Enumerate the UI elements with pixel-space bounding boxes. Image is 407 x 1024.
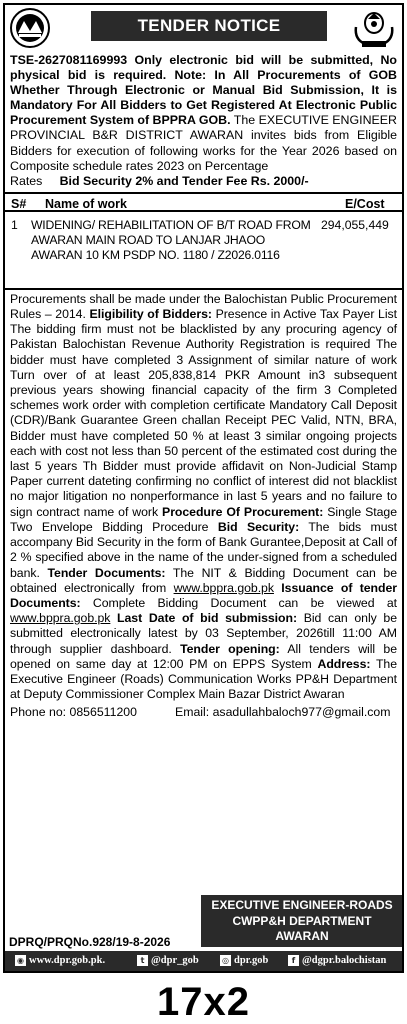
bppra-link-2[interactable]: www.bppra.gob.pk [10,611,111,626]
issuance-label: Issuance of tender Documents: [10,580,397,610]
government-emblem-icon [350,7,398,51]
social-bar [5,951,402,971]
header-sn: S# [11,196,27,211]
bppra-link[interactable]: www.bppra.gob.pk [173,580,274,595]
header-work: Name of work [45,196,127,211]
bid-security-label: Bid Security: [217,519,300,534]
rates-label: Rates [10,173,43,188]
notice-title: TENDER NOTICE [91,11,327,41]
terms-paragraph [5,290,402,702]
dprq-number: DPRQ/PRQNo.928/19-8-2026 [9,935,171,949]
tender-opening-text: All tenders will be opened on same day at 12:00 PM on EPPS System [10,641,397,671]
social-web[interactable] [15,955,105,966]
social-instagram[interactable] [220,955,268,966]
ad-size-label: 17x2 [157,980,250,1024]
procedure-text: Single Stage Two Envelope Bidding Procedure [10,504,397,534]
header-cost: E/Cost [345,196,385,211]
row-sn: 1 [11,217,18,232]
contact-line [5,704,402,722]
tender-documents-label: Tender Documents: [47,565,166,580]
last-date-label: Last Date of bid submission: [110,611,298,626]
eligibility-text: Presence in Active Tax Payer List The bidding firm must not be blacklisted by any procuring agency of Pakistan Balochistan Revenue Authority Registration is required The bidder must have completed 3 Assignment of similar nature of work Turn over of at least 205,838,814 PKR Amount in3 subsequent previous years showing financial capacity of the firm 3 Completed schemes work order with completion certificate Mandatory Call Deposit (CDR)/Bank Guarantee Green challan Receipt PEC Valid, NTN, BRA, Bidder must have completed 50 % at least 3 similar ongoing projects each with cost not less than 50 percent of the estimated cost during the last 5 years Th Bidder must provide affidavit on Non-Judicial Stamp Paper current dateting confirming no conflict of interest did not blacklist no major litigation no nonperformance in last 5 years and no failure to sign contract name of work [10,307,397,519]
twitter-icon: t [137,955,148,966]
intro-bold-text: TSE-2627081169993 Only electronic bid will be submitted, No physical bid is required. Note: In All Procurements of GOB Whether Through Electronic or Manual Bid Submission, It is Mandatory For All Bidders to Get Registered At Electronic Public Procurement System of BPPRA GOB. [10,53,397,128]
phone-number: Phone no: 0856511200 [10,705,137,720]
intro-paragraph [5,53,402,189]
social-facebook[interactable] [288,955,386,966]
row-cost: 294,055,449 [321,217,389,232]
notice-header [5,5,402,53]
address-text: The Executive Engineer (Roads) Communication Works PP&H Department at Deputy Commissioner Complex Main Bazar District Awaran [10,656,397,702]
signature-line-3: AWARAN [275,929,329,943]
table-row [5,212,402,290]
social-twitter-text: @dpr_gob [151,955,199,966]
instagram-icon: ◎ [220,955,231,966]
row-work: WIDENING/ REHABILITATION OF B/T ROAD FROM AWARAN MAIN ROAD TO LANJAR JHAOO AWARAN 10 KM PSDP NO. 1180 / Z2026.0116 [31,217,311,263]
intro-text: The EXECUTIVE ENGINEER PROVINCIAL B&R DISTRICT AWARAN invites bids from Eligible Bidders for execution of following works for the Year 2026 based on Composite schedule rates 2023 on Percentage [10,113,397,173]
facebook-icon: f [288,955,299,966]
email-address[interactable]: Email: asadullahbaloch977@gmail.com [175,705,391,720]
signature-line-2: CWPP&H DEPARTMENT [232,913,372,928]
bid-security-fee: Bid Security 2% and Tender Fee Rs. 2000/- [59,173,309,188]
social-web-text: www.dpr.gob.pk. [29,955,106,966]
social-instagram-text: dpr.gob [234,955,269,966]
tender-documents-text: The NIT & Bidding Document can be obtained electronically from [10,565,397,595]
signature-block [201,895,403,947]
procedure-label: Procedure Of Procurement: [162,504,324,519]
last-date-text: Bid can only be submitted electronically latest by 03 September, 2026till 11:00 AM through supplier dashboard. [10,611,397,656]
tender-opening-label: Tender opening: [180,641,280,656]
social-twitter[interactable] [137,955,199,966]
address-label: Address: [317,656,371,671]
tender-notice-ad [3,3,404,973]
signature-line-1: EXECUTIVE ENGINEER-ROADS [211,898,393,912]
social-facebook-text: @dgpr.balochistan [302,955,387,966]
works-table-header [5,192,402,212]
globe-icon: ◉ [15,955,26,966]
department-logo-icon [9,7,51,49]
issuance-text: Complete Bidding Document can be viewed at [80,595,397,610]
procurement-rules-text: Procurements shall be made under the Balochistan Public Procurement Rules – 2014. [10,291,397,322]
eligibility-label: Eligibility of Bidders: [89,307,212,322]
bid-security-text: The bids must accompany Bid Security in the form of Bank Gurantee,Deposit at Call of 2 % specified above in the name of the under-signed from a scheduled bank. [10,519,397,580]
